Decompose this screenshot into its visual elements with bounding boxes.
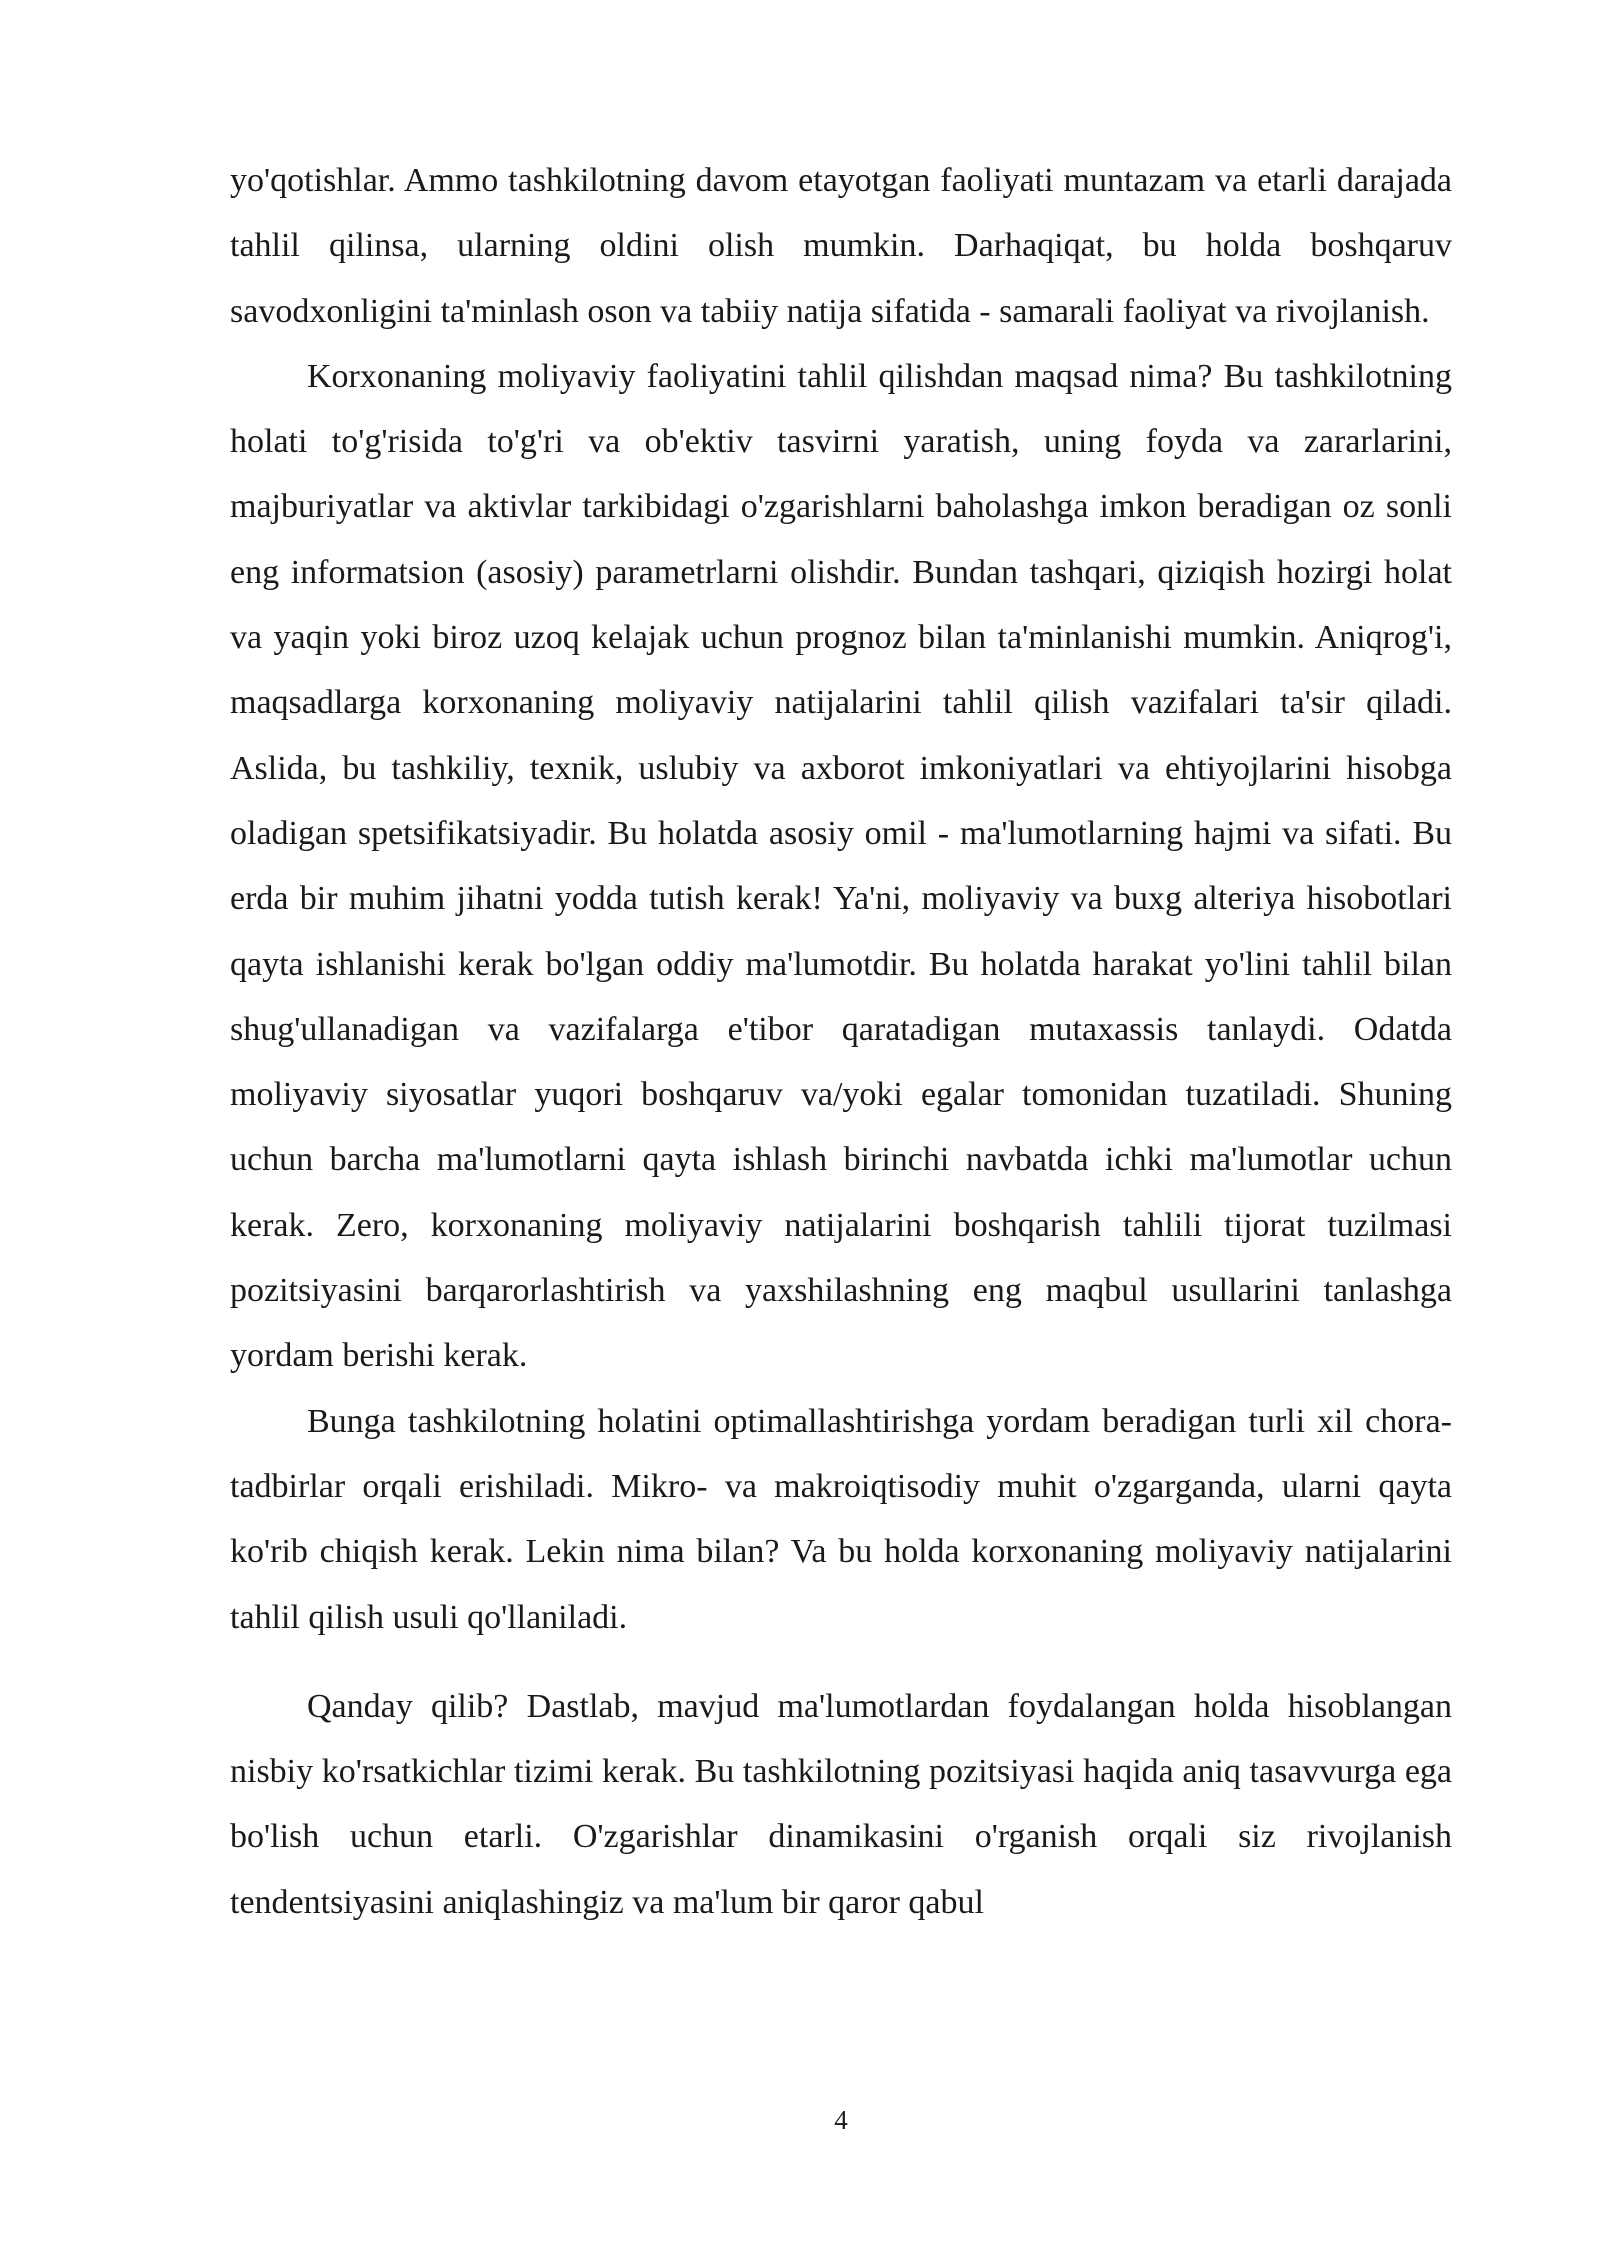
- page-number: 4: [834, 2105, 848, 2135]
- paragraph-1: yo'qotishlar. Ammo tashkilotning davom etayotgan faoliyati muntazam va etarli darajada tahlil qilinsa, ularning oldini olish mumkin. Darhaqiqat, bu holda boshqaruv savodxonligini ta'minlash oson va tabiiy natija sifatida - samarali faoliyat va rivojlanish.: [230, 162, 1452, 330]
- body-text: [230, 148, 1452, 1935]
- paragraph-3: Bunga tashkilotning holatini optimallashtirishga yordam beradigan turli xil chora-tadbirlar orqali erishiladi. Mikro- va makroiqtisodiy muhit o'zgarganda, ularni qayta ko'rib chiqish kerak. Lekin nima bilan? Va bu holda korxonaning moliyaviy natijalarini tahlil qilish usuli qo'llaniladi.: [230, 1402, 1452, 1636]
- paragraph-4: Qanday qilib? Dastlab, mavjud ma'lumotlardan foydalangan holda hisoblangan nisbiy ko'rsatkichlar tizimi kerak. Bu tashkilotning pozitsiyasi haqida aniq tasavvurga ega bo'lish uchun etarli. O'zgarishlar dinamikasini o'rganish orqali siz rivojlanish tendentsiyasini aniqlashingiz va ma'lum bir qaror qabul: [230, 1687, 1452, 1921]
- paragraph-2: Korxonaning moliyaviy faoliyatini tahlil qilishdan maqsad nima? Bu tashkilotning holati to'g'risida to'g'ri va ob'ektiv tasvirni yaratish, uning foyda va zararlarini, majburiyatlar va aktivlar tarkibidagi o'zgarishlarni baholashga imkon beradigan oz sonli eng informatsion (asosiy) parametrlarni olishdir. Bundan tashqari, qiziqish hozirgi holat va yaqin yoki biroz uzoq kelajak uchun prognoz bilan ta'minlanishi mumkin. Aniqrog'i, maqsadlarga korxonaning moliyaviy natijalarini tahlil qilish vazifalari ta'sir qiladi. Aslida, bu tashkiliy, texnik, uslubiy va axborot imkoniyatlari va ehtiyojlarini hisobga oladigan spetsifikatsiyadir. Bu holatda asosiy omil - ma'lumotlarning hajmi va sifati. Bu erda bir muhim jihatni yodda tutish kerak! Ya'ni, moliyaviy va buxg alteriya hisobotlari qayta ishlanishi kerak bo'lgan oddiy ma'lumotdir. Bu holatda harakat yo'lini tahlil bilan shug'ullanadigan va vazifalarga e'tibor qaratadigan mutaxassis tanlaydi. Odatda moliyaviy siyosatlar yuqori boshqaruv va/yoki egalar tomonidan tuzatiladi. Shuning uchun barcha ma'lumotlarni qayta ishlash birinchi navbatda ichki ma'lumotlar uchun kerak. Zero, korxonaning moliyaviy natijalarini boshqarish tahlili tijorat tuzilmasi pozitsiyasini barqarorlashtirish va yaxshilashning eng maqbul usullarini tanlashga yordam berishi kerak.: [230, 357, 1452, 1375]
